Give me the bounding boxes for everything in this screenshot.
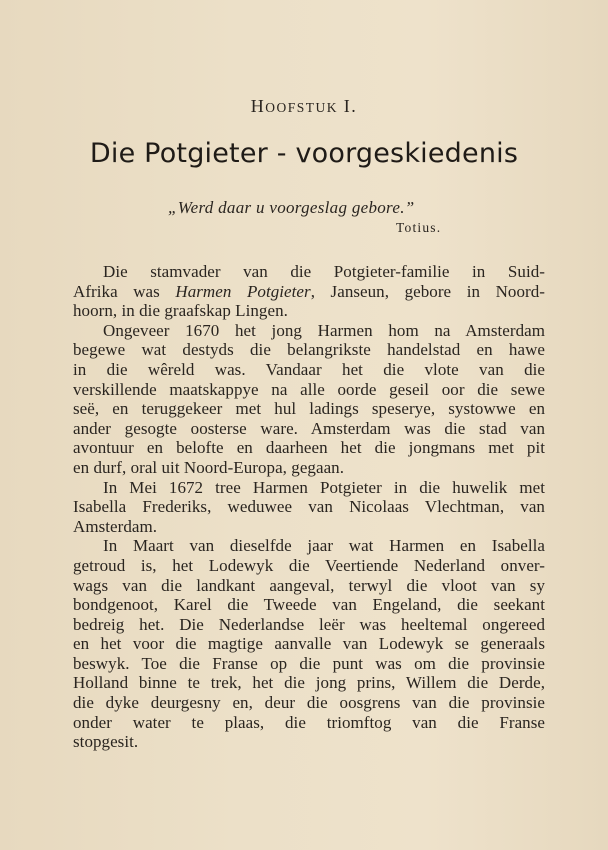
chapter-label-rest: OOFSTUK — [265, 100, 338, 115]
text-line: Die stamvader van die Potgieter-familie in Suid- — [103, 262, 545, 281]
epigraph-quote: „Werd daar u voorgeslag gebore.” — [168, 198, 415, 217]
text-line: Holland binne te trek, het die jong prins, Willem die Derde, — [73, 673, 545, 693]
text-line: bondgenoot, Karel die Tweede van Engeland, die seekant — [73, 595, 545, 615]
italic-name: Harmen Potgieter — [175, 281, 311, 301]
text-line: In Maart van dieselfde jaar wat Harmen en Isabella — [103, 536, 545, 556]
paragraph — [73, 262, 545, 321]
text-line: bedreig het. Die Nederlandse leër was heeltemal ongereed — [73, 614, 545, 634]
text-line: en het voor die magtige aanvalle van Lodewyk se generaals — [73, 634, 545, 654]
epigraph-author: Totius. — [396, 220, 442, 235]
text-line: stopgesit. — [73, 732, 139, 752]
chapter-number: I. — [343, 96, 358, 116]
text-line: wags van die landkant aangeval, terwyl die vloot van sy — [73, 575, 545, 595]
text-line: hoorn, in die graafskap Lingen. — [73, 301, 288, 321]
text-line: die dyke deurgesny en, deur die oosgrens van die provinsie — [73, 693, 545, 713]
chapter-heading — [0, 96, 608, 117]
text-line: ander gesogte oosterse ware. Amsterdam was die stad van — [73, 418, 545, 438]
body-text — [73, 262, 545, 752]
paragraph — [73, 321, 545, 478]
text-line: getroud is, het Lodewyk die Veertiende Nederland onver- — [73, 555, 545, 575]
text-line: en durf, oral uit Noord-Europa, gegaan. — [73, 457, 345, 477]
text-line: seë, en teruggekeer met hul ladings speserye, systowwe en — [73, 399, 545, 419]
chapter-title: Die Potgieter - voorgeskiedenis — [89, 138, 519, 169]
paragraph — [73, 478, 545, 537]
text-line: beswyk. Toe die Franse op die punt was om die provinsie — [73, 653, 545, 673]
text-line: onder water te plaas, die triomftog van die Franse — [73, 712, 545, 732]
text-line: Isabella Frederiks, weduwee van Nicolaas Vlechtman, van — [73, 497, 545, 517]
text-line: in die wêreld was. Vandaar het die vlote van die — [73, 359, 545, 379]
text-line: begewe wat destyds die belangrikste handelstad en hawe — [73, 340, 545, 360]
chapter-label-initial: H — [250, 96, 266, 116]
paragraph — [73, 536, 545, 752]
text-line: In Mei 1672 tree Harmen Potgieter in die huwelik met — [103, 477, 545, 497]
text-line: Ongeveer 1670 het jong Harmen hom na Amsterdam — [103, 320, 545, 340]
text-line: Afrika was Harmen Potgieter, Janseun, gebore in Noord- — [73, 281, 545, 301]
text-line: avontuur en belofte en daarheen het die jongmans met pit — [73, 438, 545, 458]
text-line: Amsterdam. — [73, 516, 158, 536]
text-line: verskillende maatskappye na alle oorde geseil oor die sewe — [73, 379, 545, 399]
